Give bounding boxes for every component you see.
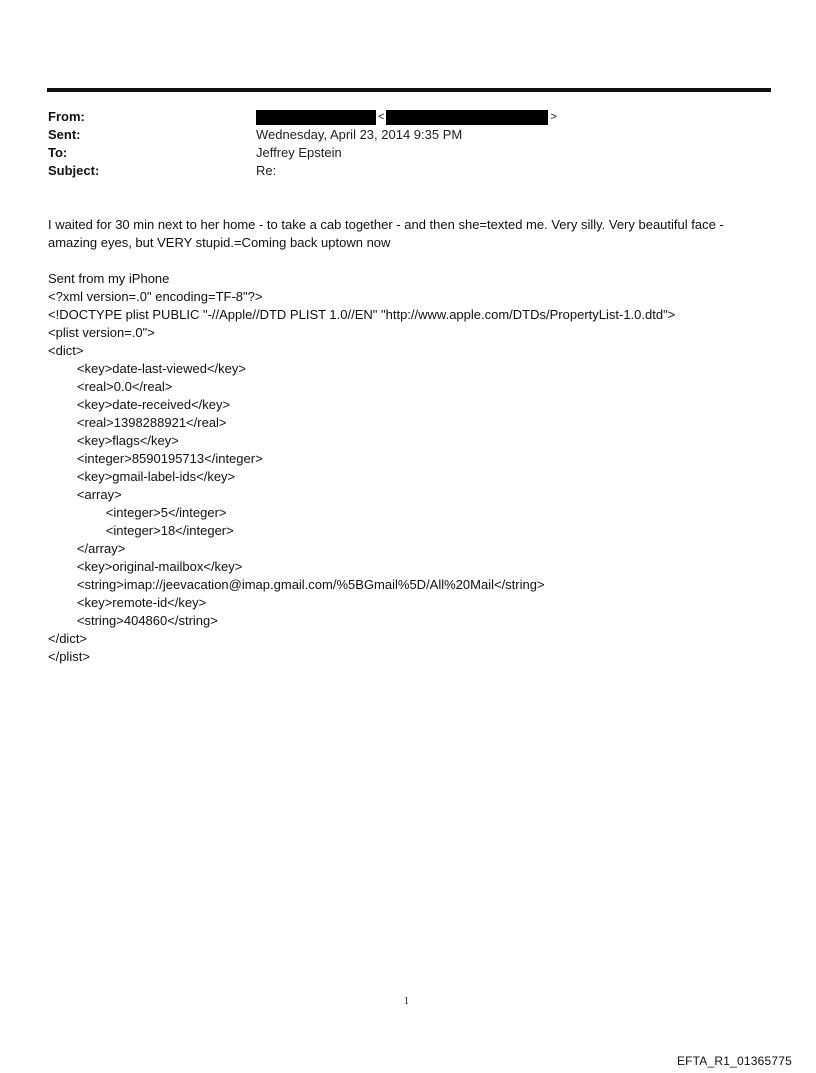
plist-line: </dict> [48,631,88,646]
from-open-bracket: < [378,111,385,123]
plist-line: <plist version=.0"> [48,325,155,340]
to-value: Jeffrey Epstein [256,145,342,160]
page-number: 1 [404,996,409,1007]
bates-number: EFTA_R1_01365775 [676,1054,792,1068]
body-paragraph: I waited for 30 min next to her home - to take a cab together - and then she=texted me. Very silly. Very beautiful face - [48,217,724,232]
signature: Sent from my iPhone [48,271,170,286]
to-label: To: [48,145,68,160]
plist-line: <real>1398288921</real> [48,415,227,430]
email-header [48,108,748,180]
to-row [48,144,748,162]
redaction-box [386,110,548,125]
sent-label: Sent: [48,127,81,142]
plist-line: <real>0.0</real> [48,379,173,394]
plist-line: <string>404860</string> [48,613,218,628]
from-value [256,108,559,126]
plist-line: <key>date-received</key> [48,397,231,412]
subject-value: Re: [256,163,277,178]
plist-line: <?xml version=.0" encoding=TF-8"?> [48,289,263,304]
spacer [48,252,768,270]
plist-block [48,288,768,666]
from-label: From: [48,109,85,124]
plist-line: <integer>5</integer> [48,505,227,520]
plist-line: <dict> [48,343,84,358]
plist-line: </plist> [48,649,90,664]
body-paragraph: amazing eyes, but VERY stupid.=Coming back uptown now [48,235,391,250]
sent-value: Wednesday, April 23, 2014 9:35 PM [256,127,463,142]
email-body [48,216,768,666]
plist-line: <key>flags</key> [48,433,179,448]
plist-line: <integer>8590195713</integer> [48,451,263,466]
plist-line: <key>gmail-label-ids</key> [48,469,236,484]
plist-line: <string>imap://jeevacation@imap.gmail.com/%5BGmail%5D/All%20Mail</string> [48,577,545,592]
from-row [48,108,748,126]
plist-line: <integer>18</integer> [48,523,234,538]
plist-line: <key>original-mailbox</key> [48,559,243,574]
subject-row [48,162,748,180]
plist-line: <key>date-last-viewed</key> [48,361,246,376]
header-divider [47,88,771,92]
plist-line: </array> [48,541,126,556]
subject-label: Subject: [48,163,100,178]
plist-line: <!DOCTYPE plist PUBLIC "-//Apple//DTD PLIST 1.0//EN" "http://www.apple.com/DTDs/PropertyList-1.0.dtd"> [48,307,676,322]
plist-line: <array> [48,487,122,502]
from-close-bracket: > [550,111,557,123]
redaction-box [256,110,376,125]
sent-row [48,126,748,144]
plist-line: <key>remote-id</key> [48,595,207,610]
